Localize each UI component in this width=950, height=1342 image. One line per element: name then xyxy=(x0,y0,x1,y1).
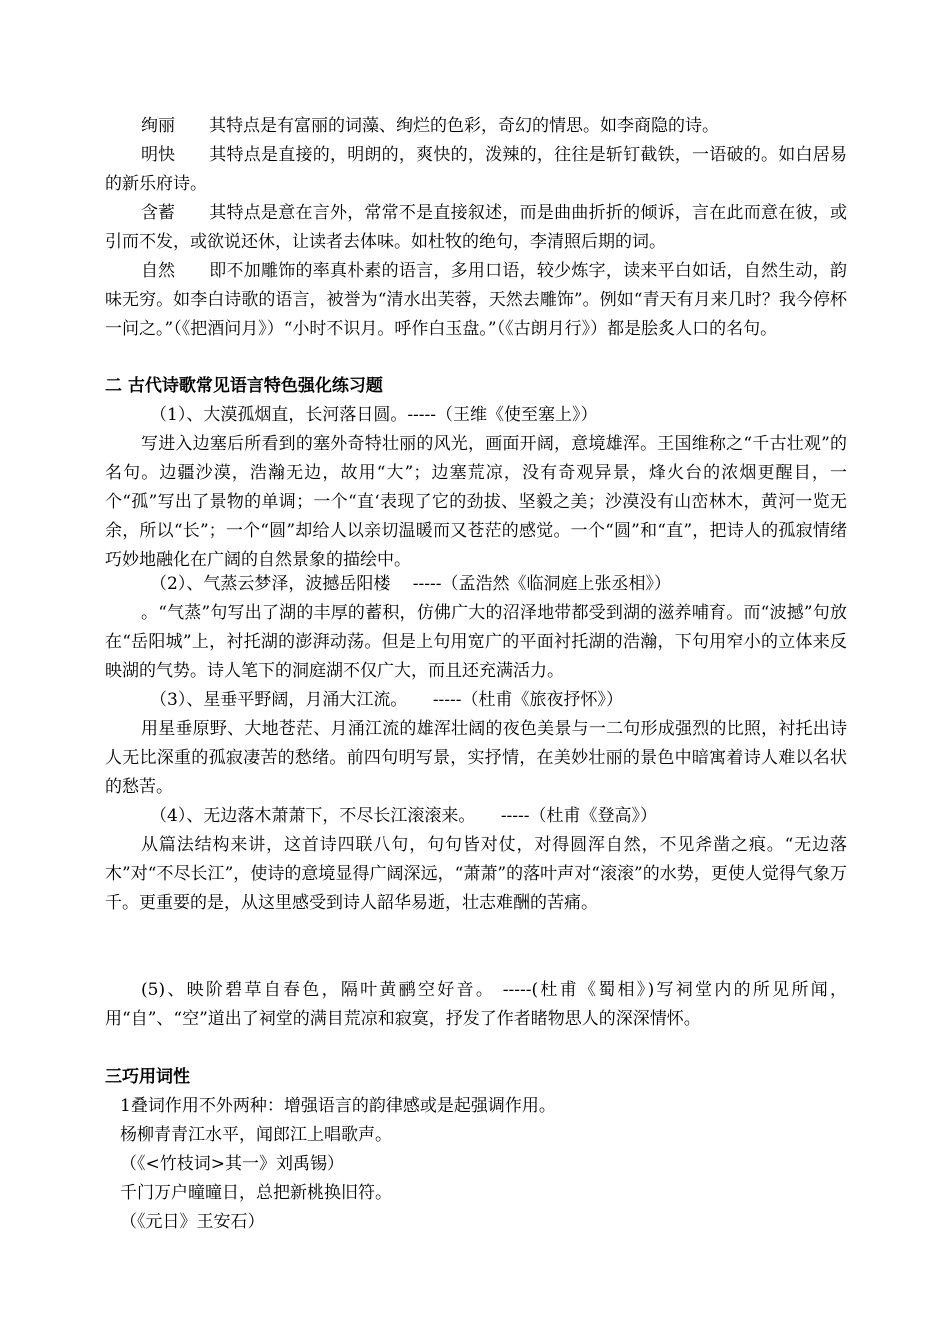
section-heading-3: 三巧用词性 xyxy=(105,1067,190,1087)
style-paragraph-xuanli xyxy=(105,112,847,141)
text-line: 杨柳青青江水平，闻郎江上唱歌声。 xyxy=(120,1125,392,1145)
section-heading: 二 古代诗歌常见语言特色强化练习题 xyxy=(105,376,383,396)
style-text: 其特点是有富丽的词藻、绚烂的色彩，奇幻的情思。如李商隐的诗。 xyxy=(209,116,719,136)
text-line: （《元日》王安石） xyxy=(120,1212,265,1232)
style-text: 即不加雕饰的率真朴素的语言，多用口语，较少炼字，读来平白如话，自然生动，韵味无穷。如李白诗歌的语言，被誉为“清水出芙蓉，天然去雕饰”。例如“青天有月来几时？我今停杯一问之。”（《把酒问月》）“小时不识月。呼作白玉盘。”（《古朗月行》）都是脍炙人口的名句。 xyxy=(105,261,847,339)
poem-line: （1）、大漠孤烟直，长河落日圆。-----（王维《使至塞上》） xyxy=(150,405,598,425)
analysis-paragraph: 从篇法结构来讲，这首诗四联八句，句句皆对仗，对得圆浑自然，不见斧凿之痕。“无边落木”对“不尽长江”，使诗的意境显得广阔深远，“萧萧”的落叶声对“滚滚”的水势，更使人觉得气象万千。更重要的是，从这里感受到诗人韶华易逝，壮志难酬的苦痛。 xyxy=(105,835,847,913)
analysis-paragraph: 。“气蒸”句写出了湖的丰厚的蓄积，仿佛广大的沼泽地带都受到湖的滋养哺育。而“波撼”句放在“岳阳城”上，衬托湖的澎湃动荡。但是上句用宽广的平面衬托湖的浩瀚，下句用窄小的立体来反映湖的气势。诗人笔下的洞庭湖不仅广大，而且还充满活力。 xyxy=(105,603,847,681)
style-paragraph-ziran xyxy=(105,257,847,344)
style-term: 含蓄 xyxy=(141,203,175,223)
style-term: 自然 xyxy=(141,261,175,281)
poem-line: （3）、星垂平野阔，月涌大江流。 -----（杜甫《旅夜抒怀》） xyxy=(150,690,624,710)
analysis-paragraph: 写进入边塞后所看到的塞外奇特壮丽的风光，画面开阔，意境雄浑。王国维称之“千古壮观”的名句。边疆沙漠，浩瀚无边，故用“大”；边塞荒凉，没有奇观异景，烽火台的浓烟更醒目，一个“孤”写出了景物的单调；一个“直‘表现了它的劲拔、坚毅之美；沙漠没有山峦林木，黄河一览无余，所以“长”；一个“圆”却给人以亲切温暖而又苍茫的感觉。一个“圆”和“直”，把诗人的孤寂情绪巧妙地融化在广阔的自然景象的描绘中。 xyxy=(105,434,847,570)
text-line: 千门万户曈曈日，总把新桃换旧符。 xyxy=(120,1183,392,1203)
style-text: 其特点是直接的，明朗的，爽快的，泼辣的，往往是斩钉截铁，一语破的。如白居易的新乐府诗。 xyxy=(105,145,847,194)
analysis-paragraph-item5: (5)、映阶碧草自春色，隔叶黄鹂空好音。 -----(杜甫《蜀相》)写祠堂内的所见所闻，用“自”、“空”道出了祠堂的满目荒凉和寂寞，抒发了作者睹物思人的深深情怀。 xyxy=(105,980,847,1029)
style-term: 明快 xyxy=(141,145,175,165)
text-line: （《<竹枝词>其一》刘禹锡） xyxy=(120,1154,344,1174)
analysis-paragraph: 用星垂原野、大地苍茫、月涌江流的雄浑壮阔的夜色美景与一二句形成强烈的比照，衬托出诗人无比深重的孤寂凄苦的愁绪。前四句明写景，实抒情，在美妙壮丽的景色中暗寓着诗人难以名状的愁苦。 xyxy=(105,719,847,797)
text-line: 1叠词作用不外两种：增强语言的韵律感或是起强调作用。 xyxy=(120,1096,556,1116)
style-term: 绚丽 xyxy=(141,116,175,136)
poem-line: （2）、气蒸云梦泽，波撼岳阳楼 -----（孟浩然《临洞庭上张丞相》） xyxy=(150,574,671,594)
style-paragraph-mingkuai xyxy=(105,141,847,199)
style-text: 其特点是意在言外，常常不是直接叙述，而是曲曲折折的倾诉，言在此而意在彼，或引而不发，或欲说还休，让读者去体味。如杜牧的绝句，李清照后期的词。 xyxy=(105,203,847,252)
poem-line: （4）、无边落木萧萧下，不尽长江滚滚来。 -----（杜甫《登高》） xyxy=(150,806,658,826)
style-paragraph-hanxu xyxy=(105,199,847,257)
